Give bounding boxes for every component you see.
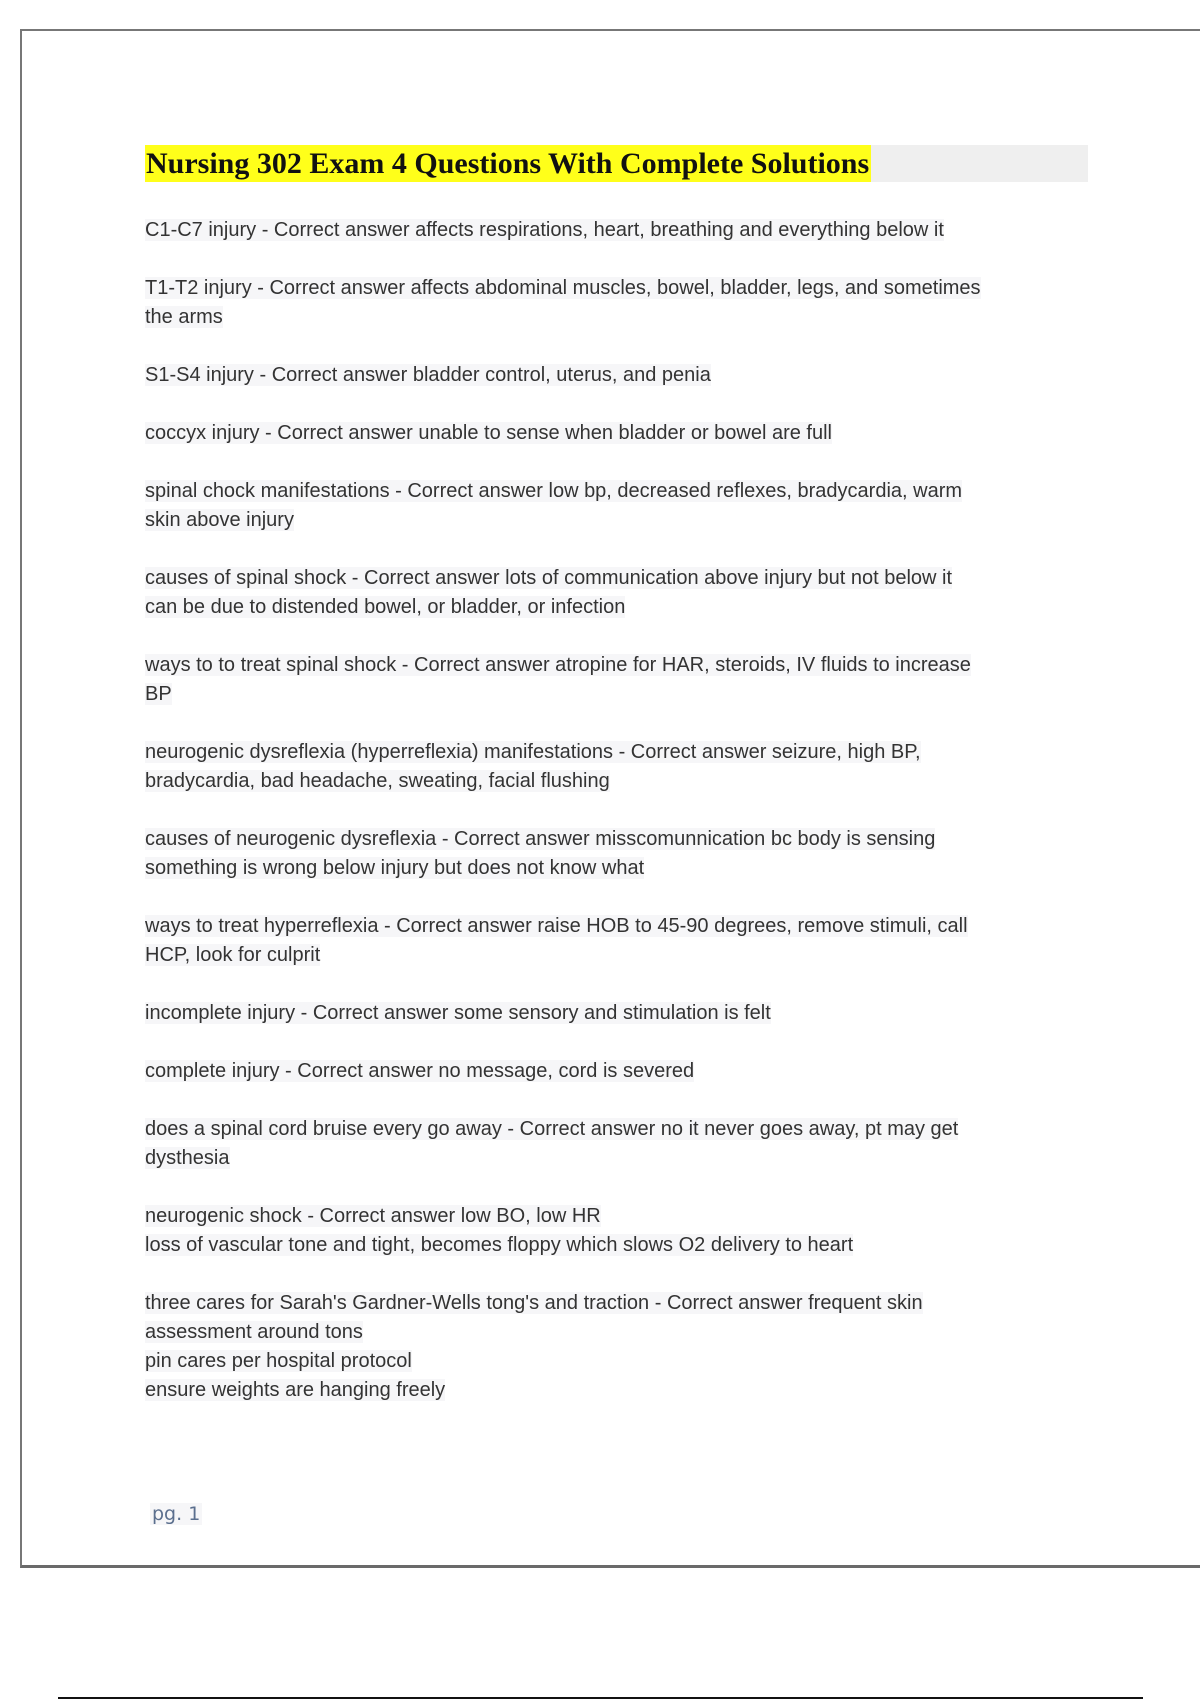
qa-item xyxy=(145,1289,1085,1405)
qa-line xyxy=(145,941,1085,970)
qa-line xyxy=(145,651,1085,680)
qa-line xyxy=(145,912,1085,941)
qa-line-text: T1-T2 injury - Correct answer affects abdominal muscles, bowel, bladder, legs, and sometimes xyxy=(145,277,981,299)
qa-item xyxy=(145,1115,1085,1173)
qa-line-text: pin cares per hospital protocol xyxy=(145,1350,412,1372)
qa-item xyxy=(145,999,1085,1028)
qa-line xyxy=(145,1057,1085,1086)
qa-line xyxy=(145,274,1085,303)
qa-line xyxy=(145,767,1085,796)
qa-line xyxy=(145,1318,1085,1347)
qa-line xyxy=(145,1347,1085,1376)
qa-line xyxy=(145,999,1085,1028)
qa-item xyxy=(145,477,1085,535)
qa-line-text: assessment around tons xyxy=(145,1321,363,1343)
qa-line-text: neurogenic shock - Correct answer low BO, low HR xyxy=(145,1205,601,1227)
qa-line-text: bradycardia, bad headache, sweating, facial flushing xyxy=(145,770,610,792)
bottom-rule xyxy=(58,1697,1143,1699)
qa-line xyxy=(145,854,1085,883)
qa-line xyxy=(145,1231,1085,1260)
qa-line-text: incomplete injury - Correct answer some sensory and stimulation is felt xyxy=(145,1002,771,1024)
qa-line-text: loss of vascular tone and tight, becomes floppy which slows O2 delivery to heart xyxy=(145,1234,854,1256)
qa-line-text: three cares for Sarah's Gardner-Wells tong's and traction - Correct answer frequent skin xyxy=(145,1292,923,1314)
qa-line xyxy=(145,1289,1085,1318)
qa-item xyxy=(145,1202,1085,1260)
qa-line xyxy=(145,303,1085,332)
qa-line xyxy=(145,361,1085,390)
qa-line-text: ways to to treat spinal shock - Correct answer atropine for HAR, steroids, IV fluids to increase xyxy=(145,654,971,676)
qa-item xyxy=(145,1057,1085,1086)
qa-item xyxy=(145,419,1085,448)
qa-item xyxy=(145,651,1085,709)
qa-line xyxy=(145,738,1085,767)
qa-line-text: HCP, look for culprit xyxy=(145,944,321,966)
qa-item xyxy=(145,738,1085,796)
qa-line xyxy=(145,216,1085,245)
qa-line xyxy=(145,1202,1085,1231)
qa-line-text: something is wrong below injury but does not know what xyxy=(145,857,645,879)
qa-line-text: does a spinal cord bruise every go away - Correct answer no it never goes away, pt may get xyxy=(145,1118,959,1140)
qa-line-text: S1-S4 injury - Correct answer bladder control, uterus, and penia xyxy=(145,364,711,386)
qa-line xyxy=(145,825,1085,854)
qa-line xyxy=(145,1376,1085,1405)
qa-line-text: the arms xyxy=(145,306,223,328)
qa-item xyxy=(145,361,1085,390)
qa-item xyxy=(145,216,1085,245)
qa-item xyxy=(145,825,1085,883)
qa-line-text: complete injury - Correct answer no message, cord is severed xyxy=(145,1060,695,1082)
qa-line xyxy=(145,593,1085,622)
qa-item xyxy=(145,912,1085,970)
qa-line-text: spinal chock manifestations - Correct answer low bp, decreased reflexes, bradycardia, warm xyxy=(145,480,963,502)
qa-list xyxy=(145,216,1085,1434)
qa-line-text: ways to treat hyperreflexia - Correct answer raise HOB to 45-90 degrees, remove stimuli, call xyxy=(145,915,968,937)
qa-line xyxy=(145,1115,1085,1144)
qa-line-text: dysthesia xyxy=(145,1147,230,1169)
qa-line-text: causes of neurogenic dysreflexia - Correct answer misscomunnication bc body is sensing xyxy=(145,828,936,850)
qa-line xyxy=(145,680,1085,709)
qa-item xyxy=(145,274,1085,332)
qa-item xyxy=(145,564,1085,622)
qa-line xyxy=(145,506,1085,535)
qa-line-text: skin above injury xyxy=(145,509,294,531)
qa-line-text: can be due to distended bowel, or bladder, or infection xyxy=(145,596,626,618)
page-number: pg. 1 xyxy=(152,1503,201,1525)
qa-line-text: coccyx injury - Correct answer unable to sense when bladder or bowel are full xyxy=(145,422,833,444)
qa-line-text: C1-C7 injury - Correct answer affects respirations, heart, breathing and everything below it xyxy=(145,219,944,241)
qa-line xyxy=(145,564,1085,593)
qa-line-text: causes of spinal shock - Correct answer lots of communication above injury but not below it xyxy=(145,567,953,589)
document-title: Nursing 302 Exam 4 Questions With Complete Solutions xyxy=(146,147,870,180)
qa-line-text: BP xyxy=(145,683,172,705)
qa-line xyxy=(145,477,1085,506)
qa-line-text: neurogenic dysreflexia (hyperreflexia) manifestations - Correct answer seizure, high BP, xyxy=(145,741,921,763)
qa-line xyxy=(145,1144,1085,1173)
qa-line-text: ensure weights are hanging freely xyxy=(145,1379,446,1401)
qa-line xyxy=(145,419,1085,448)
